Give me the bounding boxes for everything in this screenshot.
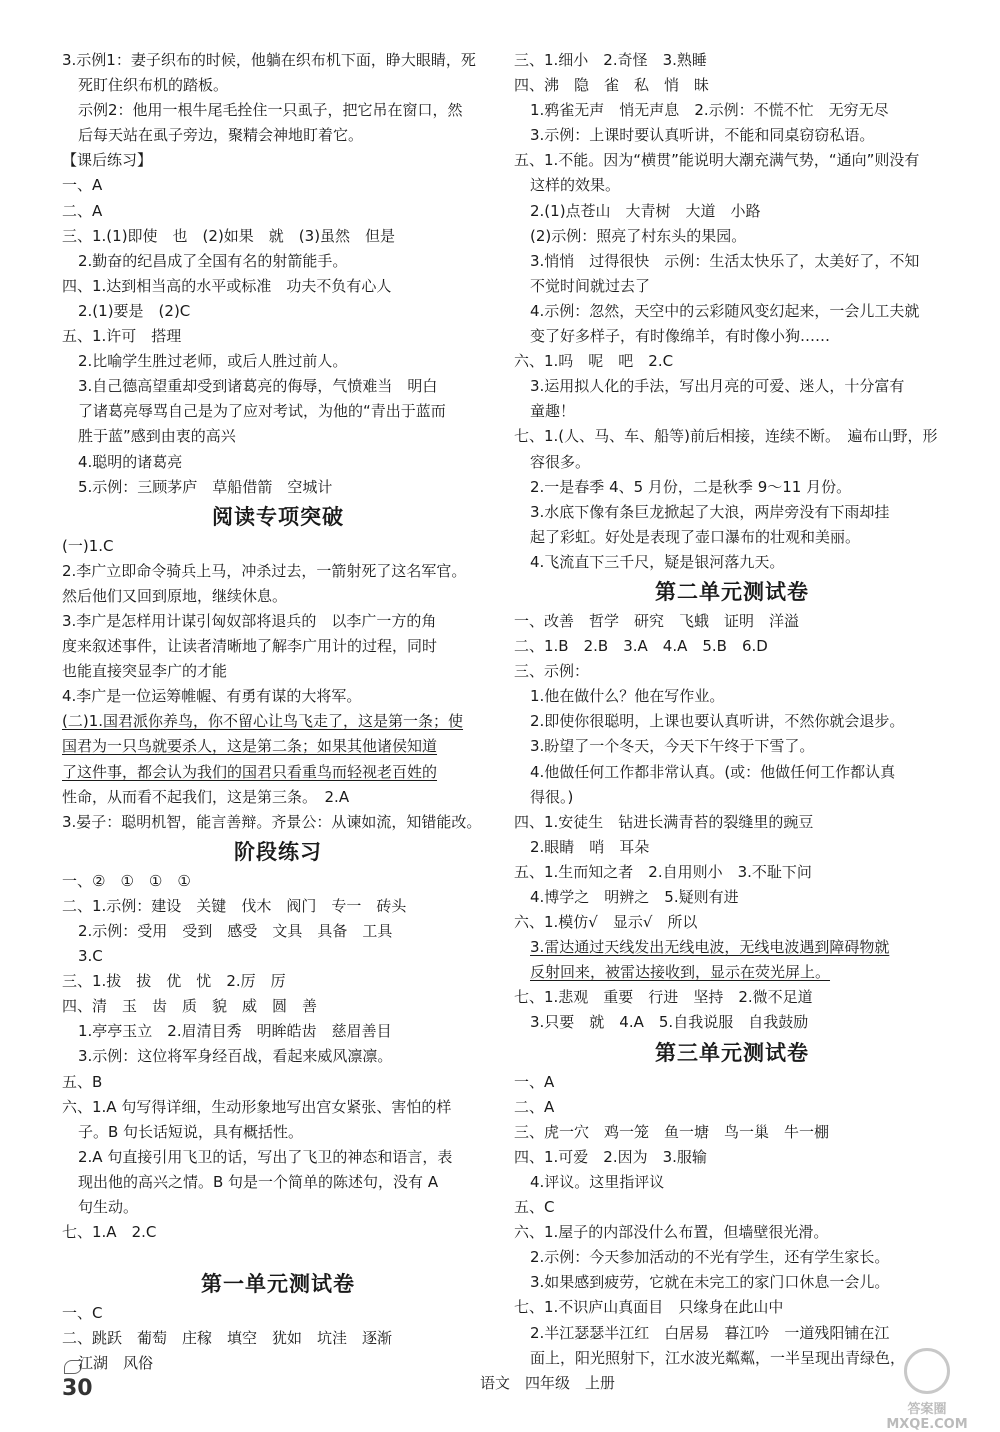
answer-line: 四、1.可爱 2.因为 3.服输 <box>514 1147 707 1166</box>
watermark-url: MXQE.COM <box>886 1417 968 1432</box>
answer-line: 3.盼望了一个冬天，今天下午终于下雪了。 <box>530 737 815 756</box>
answer-line: 5.示例：三顾茅庐 草船借箭 空城计 <box>78 477 333 496</box>
answer-line: 句生动。 <box>78 1198 139 1217</box>
answer-line: 2.勤奋的纪昌成了全国有名的射箭能手。 <box>78 251 348 270</box>
answer-line: 2.眼睛 哨 耳朵 <box>530 837 650 856</box>
answer-line: 然后他们又回到原地，继续休息。 <box>62 586 288 605</box>
answer-line: 二、A <box>62 201 103 220</box>
section-heading: 第一单元测试卷 <box>201 1271 355 1297</box>
answer-line: 2.示例：受用 受到 感受 文具 具备 工具 <box>78 922 393 940</box>
answer-line: 四、沸 隐 雀 私 悄 昧 <box>514 76 710 95</box>
answer-line: 4.评议。这里指评议 <box>530 1172 665 1191</box>
answer-line: (二)1.国君派你养鸟，你不留心让鸟飞走了，这是第一条；使 <box>62 712 464 731</box>
answer-line: 三、虎一穴 鸡一笼 鱼一塘 鸟一巢 牛一棚 <box>514 1122 830 1141</box>
answer-line: 1.鸦雀无声 悄无声息 2.示例：不慌不忙 无穷无尽 <box>530 101 889 120</box>
section-heading: 第三单元测试卷 <box>655 1039 809 1065</box>
answer-line: 3.示例1：妻子织布的时候，他躺在织布机下面，睁大眼睛，死 <box>62 51 476 69</box>
answer-line: 2.(1)要是 (2)C <box>78 301 191 320</box>
answer-line: 4.聪明的诸葛亮 <box>78 452 183 471</box>
answer-line: 2.(1)点苍山 大青树 大道 小路 <box>530 201 761 220</box>
answer-line: 五、1.不能。因为“横贯”能说明大潮充满气势，“通向”则没有 <box>514 151 920 170</box>
answer-line: (一)1.C <box>62 536 114 555</box>
answer-line: 五、C <box>514 1198 555 1217</box>
leaf-ornament-icon <box>64 1360 82 1374</box>
answer-line: 4.飞流直下三千尺，疑是银河落九天。 <box>530 552 785 571</box>
answer-line: 现出他的高兴之情。B 句是一个简单的陈述句，没有 A <box>78 1172 439 1191</box>
answer-line: 1.亭亭玉立 2.眉清目秀 明眸皓齿 慈眉善目 <box>78 1022 392 1041</box>
answer-line: 不觉时间就过去了 <box>530 276 651 295</box>
answer-line: 了这件事，都会认为我们的国君只看重鸟而轻视老百姓的 <box>62 762 438 781</box>
answer-line: 这样的效果。 <box>530 176 621 195</box>
answer-line: 六、1.屋子的内部没什么布置，但墙壁很光滑。 <box>514 1223 829 1242</box>
answer-line: 六、1.模仿√ 显示√ 所以 <box>514 913 698 932</box>
answer-line: 胜于蓝”感到由衷的高兴 <box>78 427 236 446</box>
answer-line: 3.C <box>78 947 103 966</box>
right-column <box>514 48 950 1371</box>
answer-line: 2.A 句直接引用飞卫的话，写出了飞卫的神态和语言，表 <box>78 1147 453 1166</box>
answer-line: 三、1.拔 拔 优 忧 2.厉 厉 <box>62 972 286 991</box>
answer-line: 2.即使你很聪明，上课也要认真听讲，不然你就会退步。 <box>530 712 905 731</box>
answer-line: 一、C <box>62 1304 103 1323</box>
answer-line: 一、改善 哲学 研究 飞蛾 证明 洋溢 <box>514 611 800 630</box>
answer-line: 五、1.生而知之者 2.自用则小 3.不耻下问 <box>514 862 812 881</box>
answer-line: 二、1.示例：建设 关键 伐木 阀门 专一 砖头 <box>62 896 407 915</box>
answer-line: 四、1.达到相当高的水平或标准 功夫不负有心人 <box>62 276 392 295</box>
left-column <box>62 48 494 1377</box>
answer-line: 4.李广是一位运筹帷幄、有勇有谋的大将军。 <box>62 687 362 706</box>
answer-line: 2.一是春季 4、5 月份，二是秋季 9～11 月份。 <box>530 477 852 496</box>
page-footer: 语文 四年级 上册 <box>480 1374 616 1392</box>
answer-line: 一、② ① ① ① <box>62 871 191 890</box>
answer-line: 3.雷达通过天线发出无线电波，无线电波遇到障碍物就 <box>530 938 890 957</box>
answer-line: 江湖 风俗 <box>78 1354 154 1373</box>
answer-line: 3.自己德高望重却受到诸葛亮的侮辱，气愤难当 明白 <box>78 377 438 396</box>
answer-line: 三、1.细小 2.奇怪 3.熟睡 <box>514 51 707 69</box>
answer-line: 3.李广是怎样用计谋引匈奴部将退兵的 以李广一方的角 <box>62 611 437 630</box>
answer-line: 六、1.吗 呢 吧 2.C <box>514 352 674 371</box>
watermark-label: 答案圈 <box>907 1402 947 1417</box>
answer-line: 容很多。 <box>530 452 591 471</box>
answer-line: 反射回来，被雷达接收到，显示在荧光屏上。 <box>530 963 831 982</box>
answer-line: 二、跳跃 葡萄 庄稼 填空 犹如 坑洼 逐渐 <box>62 1329 393 1348</box>
answer-line: 二、A <box>514 1097 555 1116</box>
answer-line: 一、A <box>514 1072 555 1091</box>
answer-line: 3.悄悄 过得很快 示例：生活太快乐了，太美好了，不知 <box>530 251 920 270</box>
spacer <box>62 1245 494 1267</box>
answer-line: 【课后练习】 <box>62 151 153 170</box>
section-heading: 阶段练习 <box>234 838 322 864</box>
answer-line: 得很。) <box>530 787 574 806</box>
answer-line: 五、B <box>62 1072 103 1091</box>
answer-line: 3.如果感到疲劳，它就在未完工的家门口休息一会儿。 <box>530 1273 890 1292</box>
answer-line: 童趣！ <box>530 402 576 421</box>
answer-line: 二、1.B 2.B 3.A 4.A 5.B 6.D <box>514 637 768 656</box>
answer-line: 3.只要 就 4.A 5.自我说服 自我鼓励 <box>530 1013 809 1032</box>
answer-line: 国君为一只鸟就要杀人，这是第二条；如果其他诸侯知道 <box>62 737 438 756</box>
answer-line: 六、1.A 句写得详细，生动形象地写出宫女紧张、害怕的样 <box>62 1097 452 1116</box>
answer-line: 3.运用拟人化的手法，写出月亮的可爱、迷人，十分富有 <box>530 377 905 396</box>
answer-line: 也能直接突显李广的才能 <box>62 662 228 681</box>
answer-line: 三、1.(1)即使 也 (2)如果 就 (3)虽然 但是 <box>62 226 396 245</box>
answer-line: 面上，阳光照射下，江水波光粼粼，一半呈现出青绿色， <box>530 1348 906 1367</box>
answer-line: 2.示例：今天参加活动的不光有学生，还有学生家长。 <box>530 1248 890 1267</box>
answer-line: 七、1.悲观 重要 行进 坚持 2.微不足道 <box>514 988 813 1007</box>
answer-line: 变了好多样子，有时像绵羊，有时像小狗…… <box>530 327 831 346</box>
answer-line: 三、示例： <box>514 662 590 681</box>
watermark-logo-icon <box>904 1348 950 1394</box>
answer-line: 度来叙述事件，让读者清晰地了解李广用计的过程，同时 <box>62 637 438 656</box>
answer-line: 2.李广立即命令骑兵上马，冲杀过去，一箭射死了这名军官。 <box>62 561 467 580</box>
answer-line: 死盯住织布机的踏板。 <box>78 76 229 95</box>
answer-line: 一、A <box>62 176 103 195</box>
answer-line: 四、清 玉 齿 质 貌 威 圆 善 <box>62 997 318 1016</box>
answer-line: 3.水底下像有条巨龙掀起了大浪，两岸旁没有下雨却挂 <box>530 502 890 521</box>
answer-line: 3.示例：上课时要认真听讲，不能和同桌窃窃私语。 <box>530 126 875 145</box>
section-heading: 阅读专项突破 <box>212 503 344 529</box>
answer-line: 七、1.A 2.C <box>62 1223 157 1242</box>
section-heading: 第二单元测试卷 <box>655 578 809 604</box>
answer-line: 子。B 句长话短说，具有概括性。 <box>78 1122 304 1141</box>
answer-line: 3.示例：这位将军身经百战，看起来威风凛凛。 <box>78 1047 393 1066</box>
answer-line: 五、1.许可 搭理 <box>62 327 182 346</box>
answer-line: 2.半江瑟瑟半江红 白居易 暮江吟 一道残阳铺在江 <box>530 1323 890 1342</box>
answer-line: 4.示例：忽然，天空中的云彩随风变幻起来，一会儿工夫就 <box>530 301 920 320</box>
page-number: 30 <box>62 1376 93 1401</box>
answer-line: 起了彩虹。好处是表现了壶口瀑布的壮观和美丽。 <box>530 527 861 546</box>
answer-line: 2.比喻学生胜过老师，或后人胜过前人。 <box>78 352 348 371</box>
answer-line: 4.博学之 明辨之 5.疑则有进 <box>530 888 739 906</box>
answer-line: 1.他在做什么？他在写作业。 <box>530 687 725 706</box>
answer-line: 4.他做任何工作都非常认真。(或：他做任何工作都认真 <box>530 762 896 781</box>
answer-line: 3.晏子：聪明机智，能言善辩。齐景公：从谏如流，知错能改。 <box>62 812 482 831</box>
watermark <box>872 1348 982 1432</box>
answer-line: 七、1.不识庐山真面目 只缘身在此山中 <box>514 1298 784 1317</box>
answer-line: 后每天站在虱子旁边，聚精会神地盯着它。 <box>78 126 364 145</box>
answer-line: 性命，从而看不起我们，这是第三条。 2.A <box>62 787 350 806</box>
answer-line: 四、1.安徒生 钻进长满青苔的裂缝里的豌豆 <box>514 812 814 831</box>
answer-line: (2)示例：照亮了村东头的果园。 <box>530 226 747 245</box>
answer-line: 示例2：他用一根牛尾毛拴住一只虱子，把它吊在窗口，然 <box>78 101 463 120</box>
answer-line: 了诸葛亮辱骂自己是为了应对考试，为他的“青出于蓝而 <box>78 402 446 421</box>
answer-line: 七、1.(人、马、车、船等)前后相接，连续不断。 遍布山野，形 <box>514 427 938 446</box>
